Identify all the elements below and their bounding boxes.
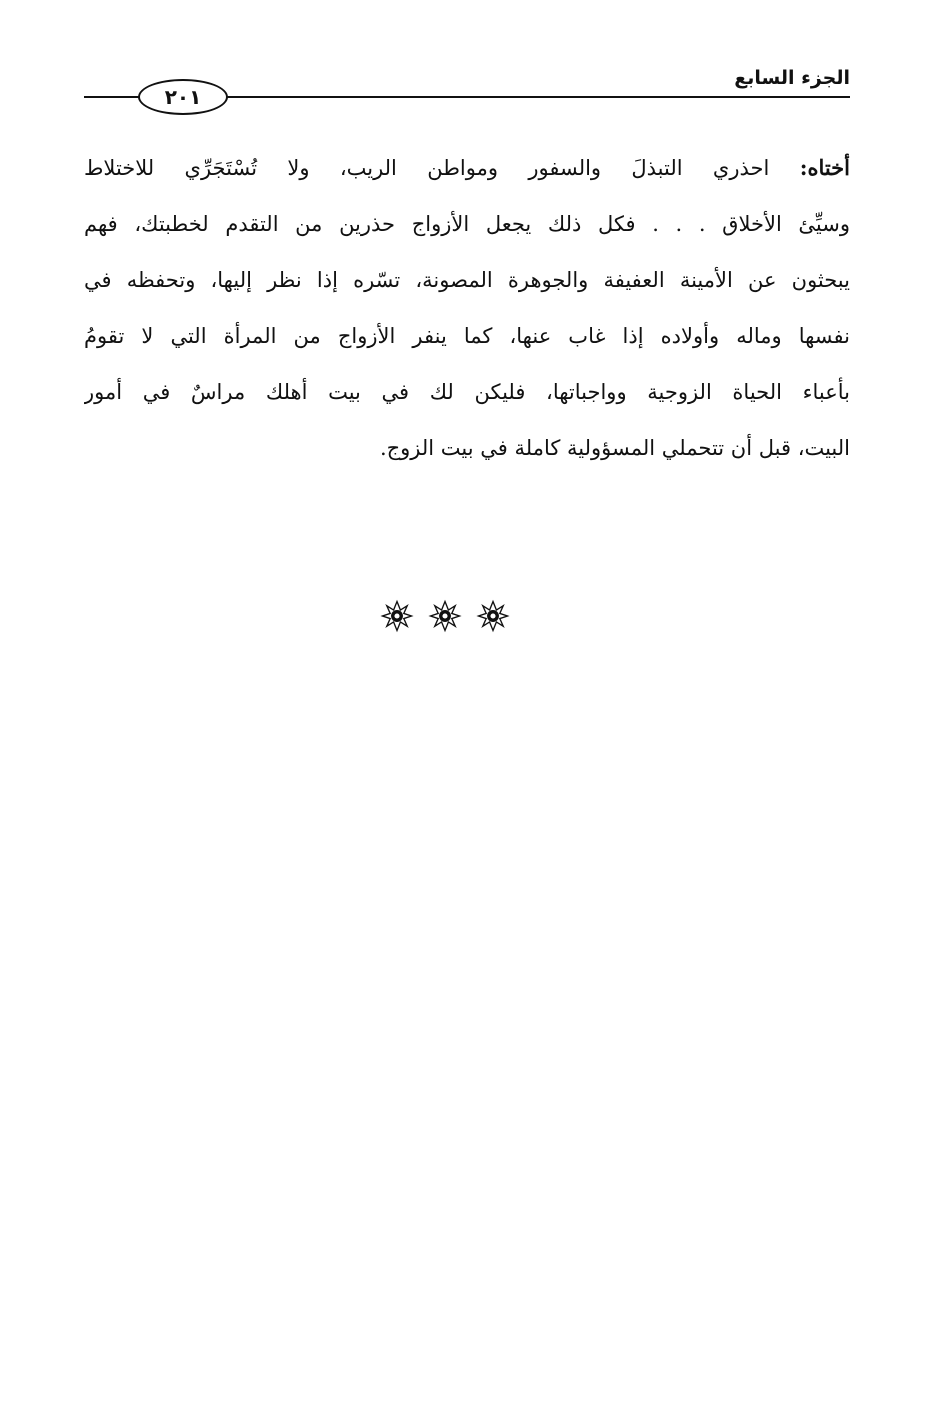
- text-line-1: [84, 140, 850, 196]
- flower-ornament-icon: [428, 599, 462, 633]
- page-number: ٢٠١: [138, 79, 228, 115]
- flower-ornament-icon: [476, 599, 510, 633]
- section-end-ornaments: [380, 598, 510, 634]
- text-line-5: بأعباء الحياة الزوجية وواجباتها، فليكن لك في بيت أهلك مراسٌ في أمور: [84, 380, 850, 404]
- flower-ornament-icon: [380, 599, 414, 633]
- body-paragraph: [84, 140, 850, 476]
- text-line-1-rest: احذري التبذلَ والسفور ومواطن الريب، ولا تُسْتَجَرِّي للاختلاط: [84, 156, 800, 180]
- text-line-4: نفسها وماله وأولاده إذا غاب عنها، كما ينفر الأزواج من المرأة التي لا تقومُ: [84, 324, 850, 348]
- text-line-6: البيت، قبل أن تتحملي المسؤولية كاملة في بيت الزوج.: [379, 436, 850, 460]
- text-line-3: يبحثون عن الأمينة العفيفة والجوهرة المصونة، تسّره إذا نظر إليها، وتحفظه في: [84, 268, 850, 292]
- page-header: [84, 60, 850, 140]
- lead-word: أختاه:: [799, 155, 850, 180]
- text-line-2: وسيِّئ الأخلاق . . . فكل ذلك يجعل الأزواج حذرين من التقدم لخطبتك، فهم: [84, 212, 850, 236]
- running-title: الجزء السابع: [734, 67, 850, 89]
